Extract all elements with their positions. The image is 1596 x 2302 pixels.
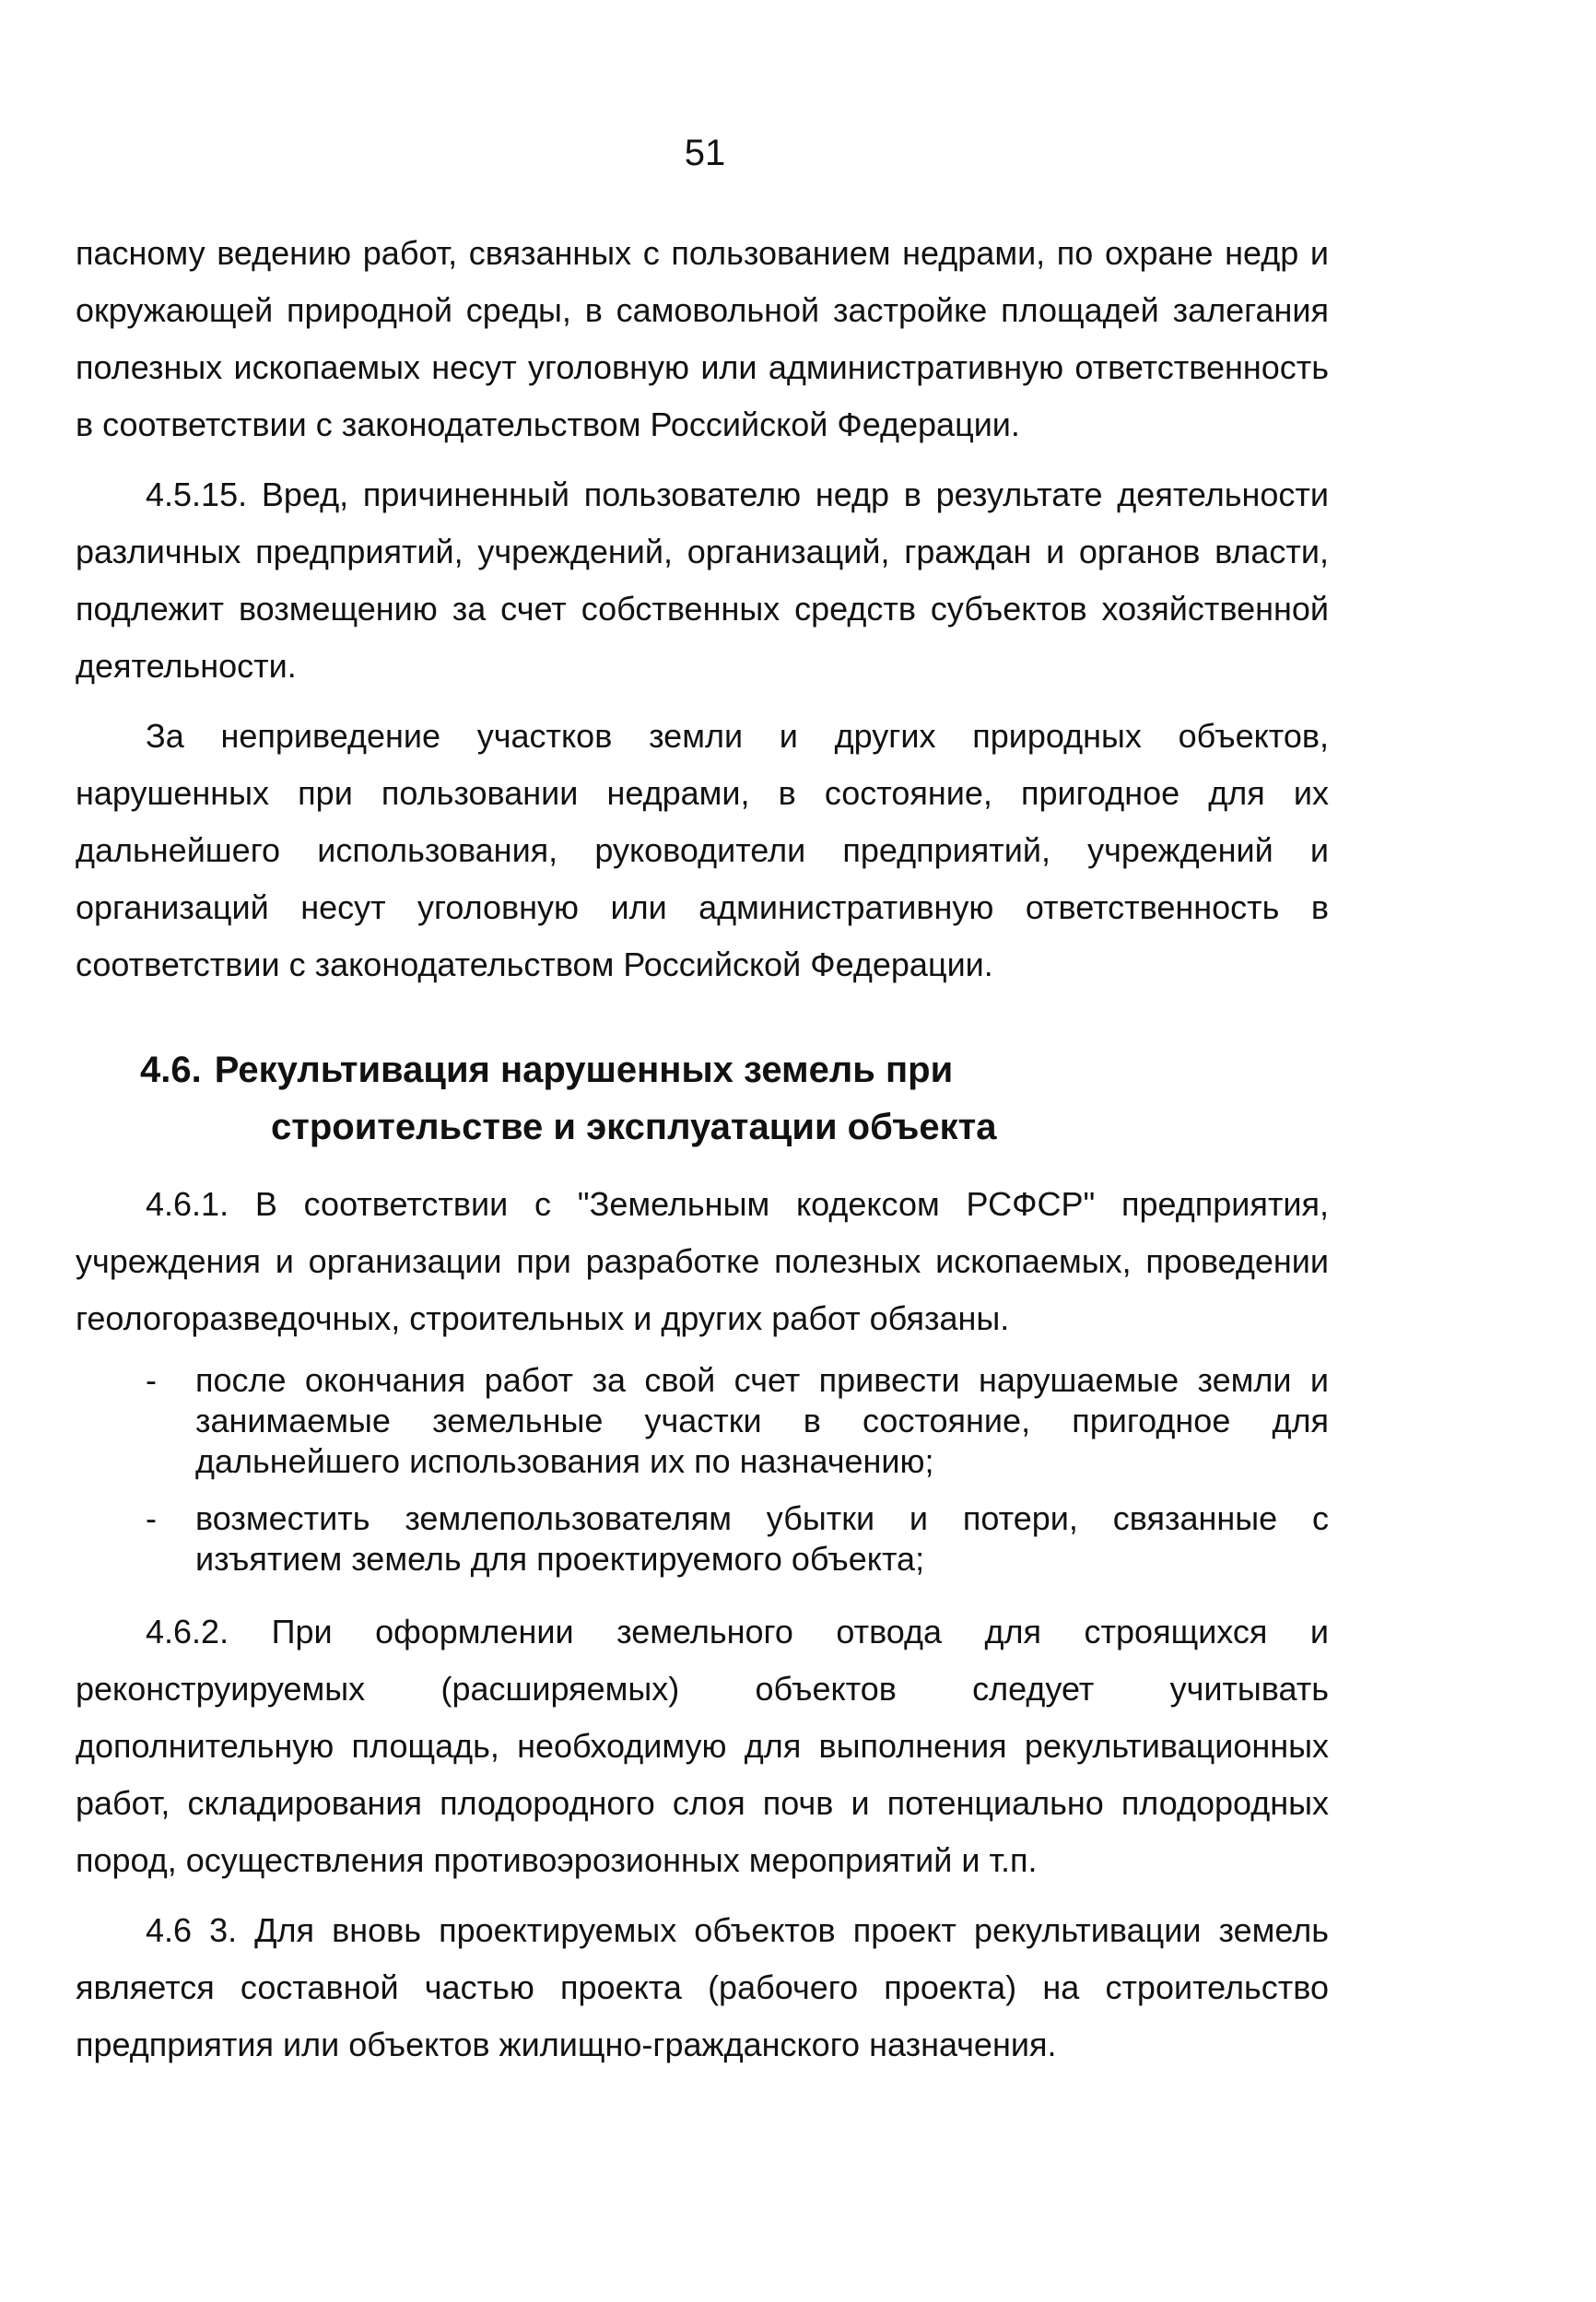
- paragraph-4-6-1: 4.6.1. В соответствии с "Земельным кодексом РСФСР" предприятия, учреждения и организации при разработке полезных ископаемых, проведении геологоразведочных, строительных и других работ обязаны.: [76, 1185, 1329, 1337]
- paragraph-4-6-2: 4.6.2. При оформлении земельного отвода для строящихся и реконструируемых (расширяемых) объектов следует учитывать дополнительную площадь, необходимую для выполнения рекультивационных работ, складирования плодородного слоя почв и потенциально плодородных пород, осуществления противоэрозионных мероприятий и т.п.: [76, 1613, 1329, 1879]
- paragraph-continuation: пасному ведению работ, связанных с пользованием недрами, по охране недр и окружающей природной среды, в самовольной застройке площадей залегания полезных ископаемых несут уголовную или административную ответственность в соответствии с законодательством Российской Федерации.: [76, 234, 1329, 443]
- list-item-text: возместить землепользователям убытки и потери, связанные с изъятием земель для проектируемого объекта;: [195, 1499, 1329, 1578]
- paragraph-4-5-15: 4.5.15. Вред, причиненный пользователю недр в результате деятельности различных предприятий, учреждений, организаций, граждан и органов власти, подлежит возмещению за счет собственных средств субъектов хозяйственной деятельности.: [76, 476, 1329, 685]
- section-heading: [76, 1041, 1329, 1156]
- paragraph-liability: За неприведение участков земли и других природных объектов, нарушенных при пользовании недрами, в состояние, пригодное для их дальнейшего использования, руководители предприятий, учреждений и организаций несут уголовную или административную ответственность в соответствии с законодательством Российской Федерации.: [76, 717, 1329, 983]
- dash-marker: -: [146, 1361, 157, 1399]
- list-item: [76, 1498, 1329, 1580]
- list-item: [76, 1360, 1329, 1482]
- section-title-line2: строительстве и эксплуатации объекта: [271, 1107, 997, 1147]
- section-number: 4.6.: [140, 1050, 202, 1090]
- page-number: 51: [684, 133, 726, 173]
- dash-marker: -: [146, 1499, 157, 1537]
- section-title-line1: Рекультивация нарушенных земель при: [214, 1050, 954, 1090]
- page-content: [76, 225, 1329, 2086]
- list-item-text: после окончания работ за свой счет привести нарушаемые земли и занимаемые земельные участки в состояние, пригодное для дальнейшего использования их по назначению;: [195, 1361, 1329, 1480]
- obligations-list: [76, 1360, 1329, 1580]
- paragraph-4-6-3: 4.6 3. Для вновь проектируемых объектов проект рекультивации земель является составной частью проекта (рабочего проекта) на строительство предприятия или объектов жилищно-гражданского назначения.: [76, 1911, 1329, 2063]
